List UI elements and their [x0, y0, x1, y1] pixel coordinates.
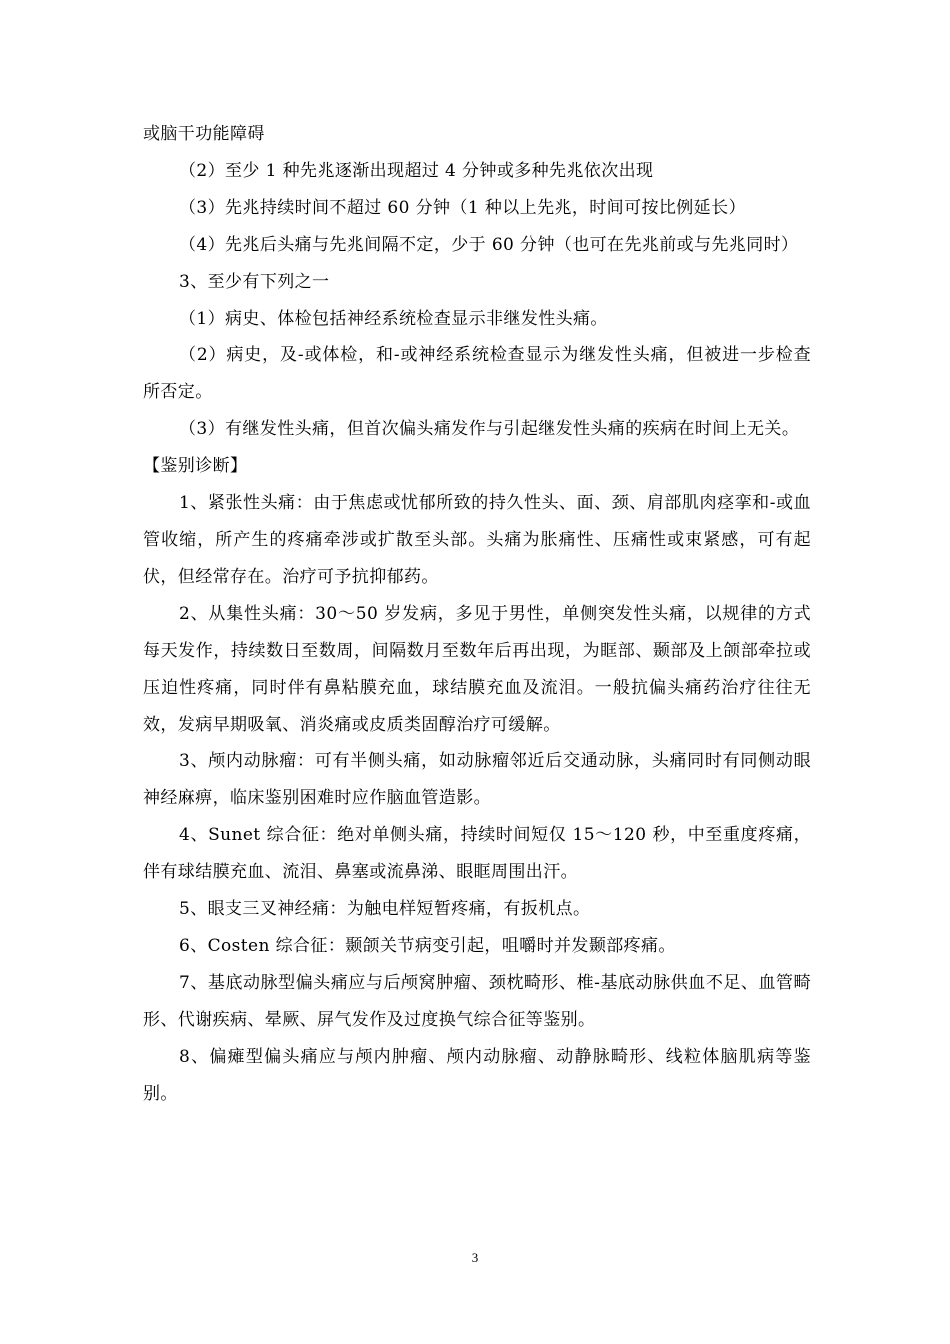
paragraph-criterion-3-2: （2）病史，及-或体检，和-或神经系统检查显示为继发性头痛，但被进一步检查所否定。	[143, 345, 811, 403]
paragraph-differential-3: 3、颅内动脉瘤：可有半侧头痛，如动脉瘤邻近后交通动脉，头痛同时有同侧动眼神经麻痹，临床鉴别困难时应作脑血管造影。	[143, 751, 811, 809]
paragraph-criterion-2-2: （2）至少 1 种先兆逐渐出现超过 4 分钟或多种先兆依次出现	[179, 160, 654, 181]
paragraph-differential-1: 1、紧张性头痛：由于焦虑或忧郁所致的持久性头、面、颈、肩部肌肉痉挛和-或血管收缩，所产生的疼痛牵涉或扩散至头部。头痛为胀痛性、压痛性或束紧感，可有起伏，但经常存在。治疗可予抗抑郁药。	[143, 493, 811, 587]
paragraph-differential-5: 5、眼支三叉神经痛：为触电样短暂疼痛，有扳机点。	[179, 899, 591, 920]
page-number: 3	[471, 1250, 479, 1265]
paragraph-differential-8: 8、偏瘫型偏头痛应与颅内肿瘤、颅内动脉瘤、动静脉畸形、线粒体脑肌病等鉴别。	[143, 1046, 811, 1104]
paragraph-criterion-3-3: （3）有继发性头痛，但首次偏头痛发作与引起继发性头痛的疾病在时间上无关。	[179, 419, 800, 440]
paragraph-differential-7: 7、基底动脉型偏头痛应与后颅窝肿瘤、颈枕畸形、椎-基底动脉供血不足、血管畸形、代谢疾病、晕厥、屏气发作及过度换气综合征等鉴别。	[143, 972, 811, 1030]
paragraph-criterion-2-3: （3）先兆持续时间不超过 60 分钟（1 种以上先兆，时间可按比例延长）	[179, 197, 746, 218]
paragraph-differential-4: 4、Sunet 综合征：绝对单侧头痛，持续时间短仅 15～120 秒，中至重度疼痛，伴有球结膜充血、流泪、鼻塞或流鼻涕、眼眶周围出汗。	[143, 825, 811, 883]
paragraph-criterion-3-1: （1）病史、体检包括神经系统检查显示非继发性头痛。	[179, 308, 608, 329]
paragraph-continued-line: 或脑干功能障碍	[143, 124, 265, 144]
paragraph-differential-6: 6、Costen 综合征：颞颌关节病变引起，咀嚼时并发颞部疼痛。	[179, 935, 676, 956]
paragraph-criterion-2-4: （4）先兆后头痛与先兆间隔不定，少于 60 分钟（也可在先兆前或与先兆同时）	[179, 234, 799, 255]
paragraph-criterion-3: 3、至少有下列之一	[179, 271, 330, 292]
section-heading-differential-diagnosis: 【鉴别诊断】	[143, 456, 248, 477]
paragraph-differential-2: 2、从集性头痛：30～50 岁发病，多见于男性，单侧突发性头痛，以规律的方式每天发作，持续数日至数周，间隔数月至数年后再出现，为眶部、颞部及上颌部牵拉或压迫性疼痛，同时伴有鼻粘膜充血，球结膜充血及流泪。一般抗偏头痛药治疗往往无效，发病早期吸氧、消炎痛或皮质类固醇治疗可缓解。	[143, 603, 811, 735]
document-body	[143, 116, 811, 1112]
